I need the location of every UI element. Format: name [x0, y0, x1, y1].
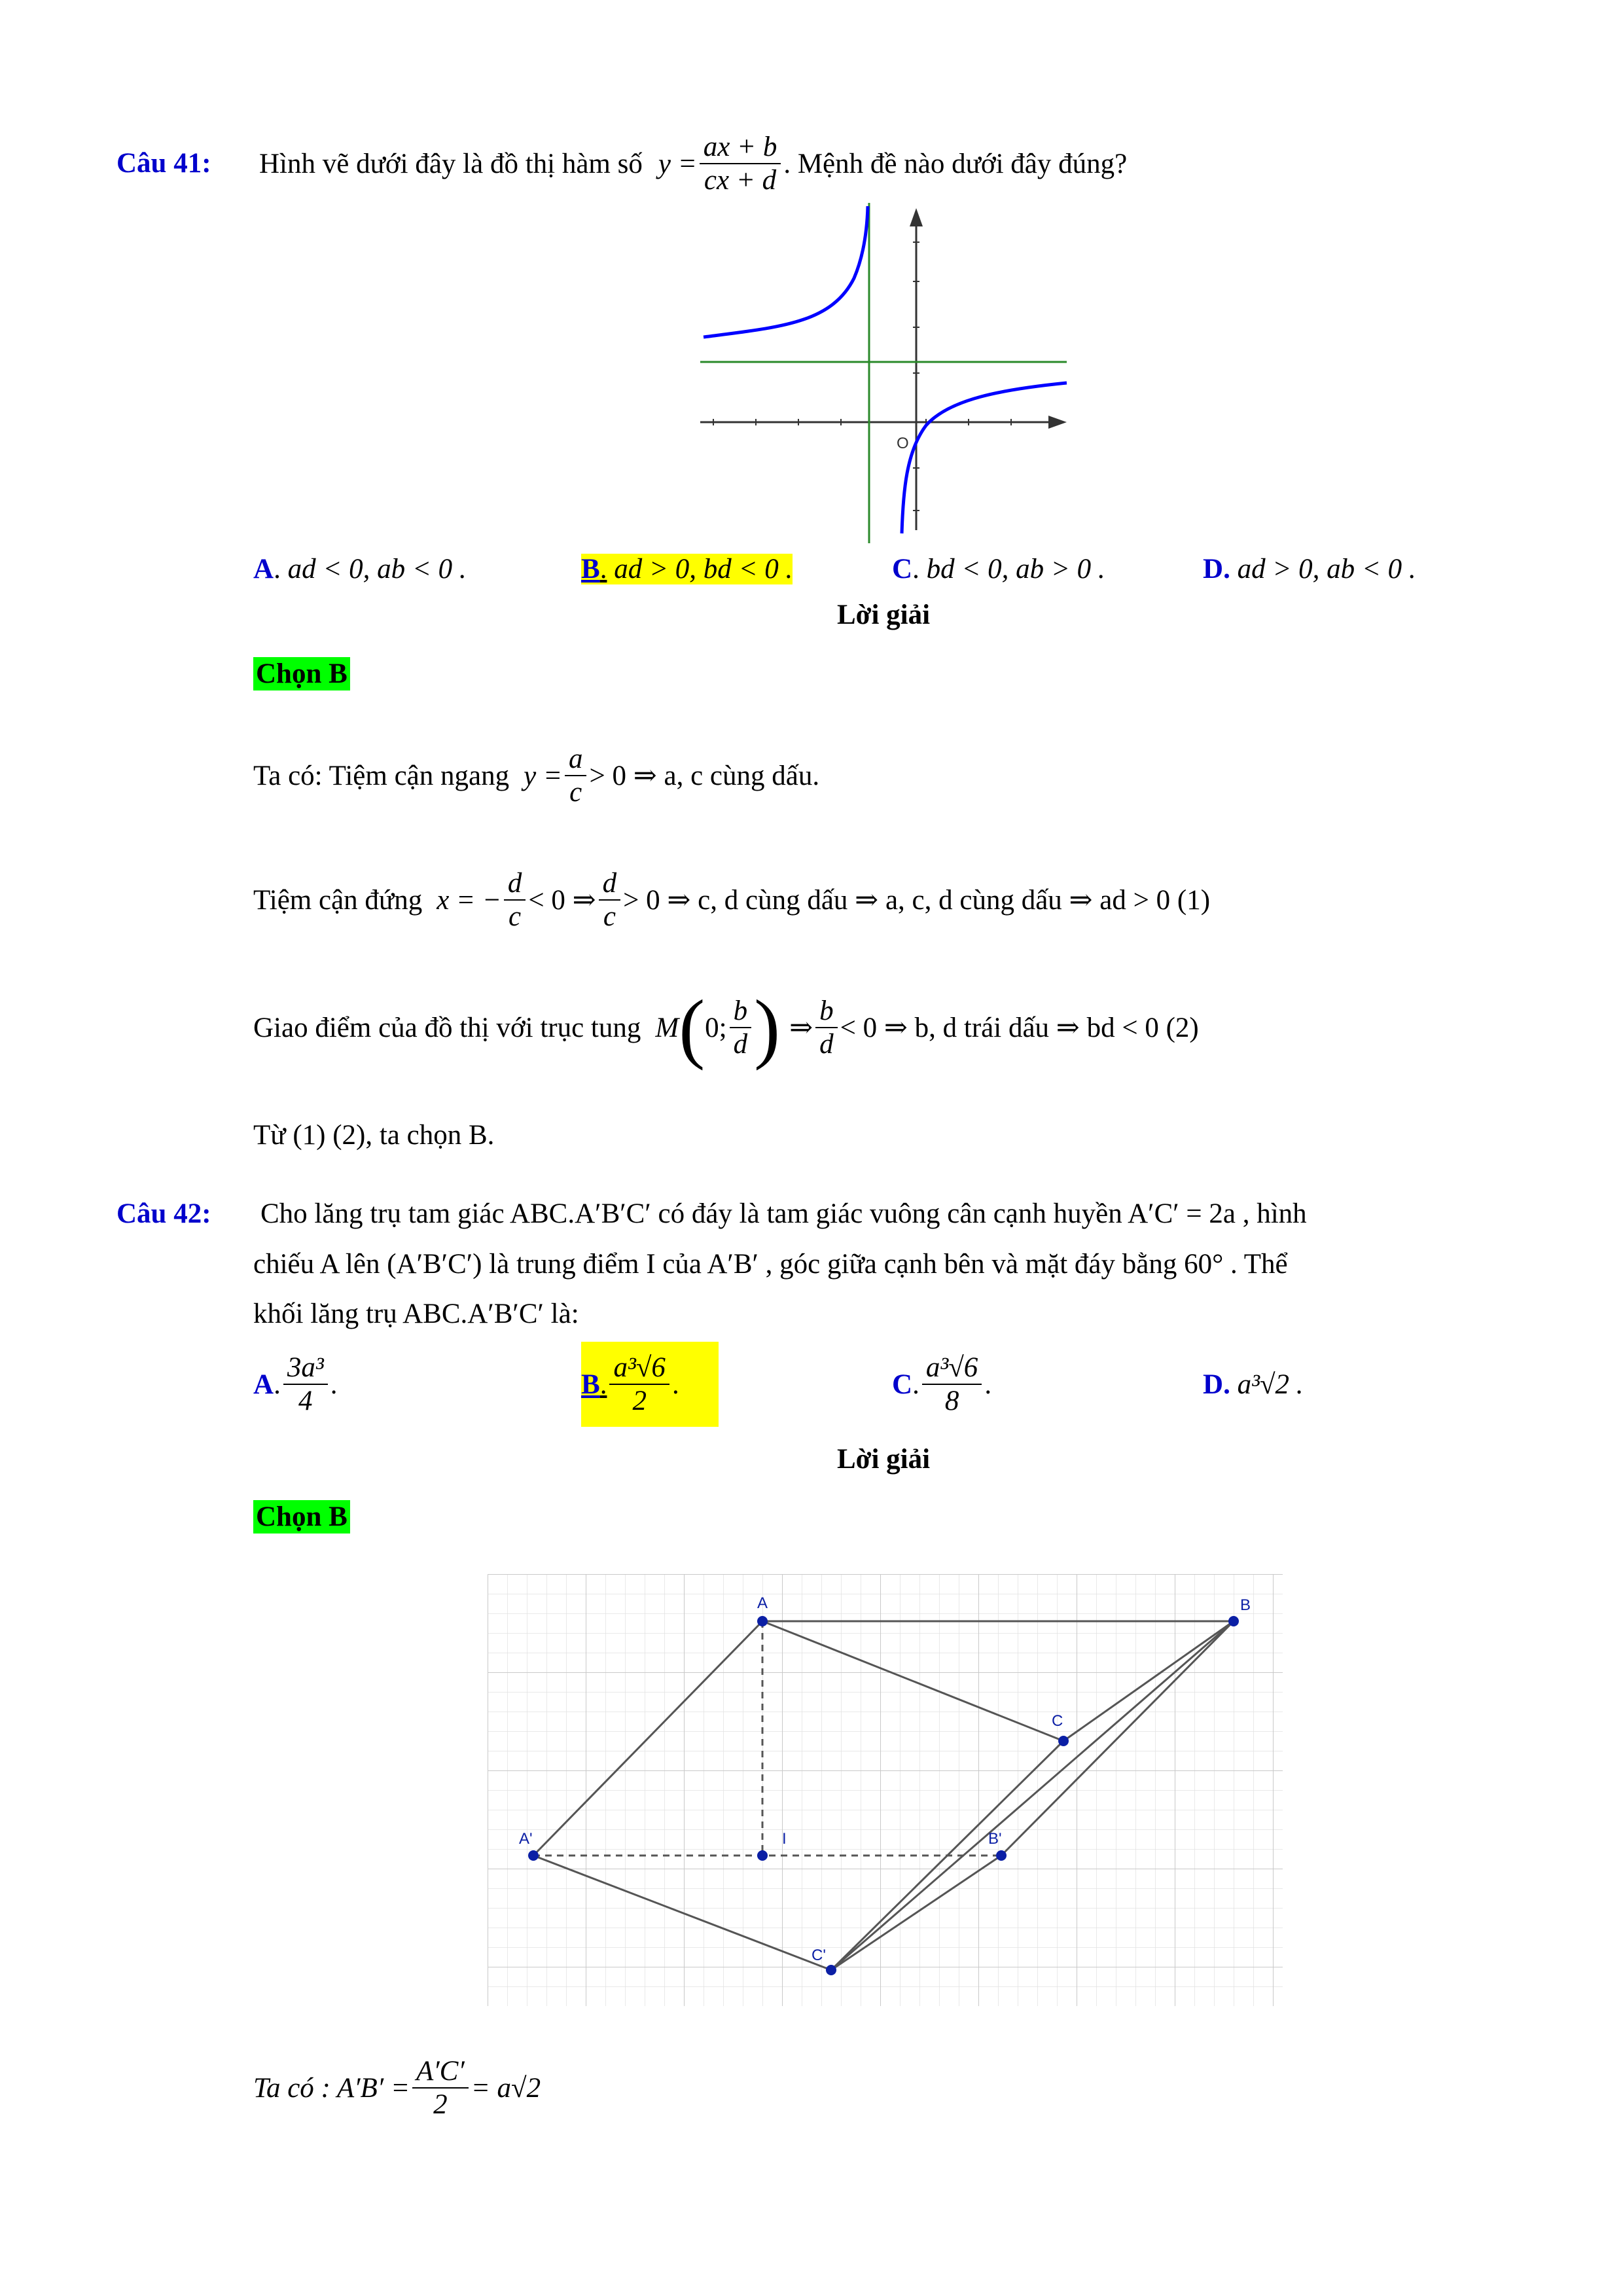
q41-option-c[interactable]: C. bd < 0, ab > 0 . [892, 554, 1105, 584]
q41-sol-line1-den: c [569, 777, 582, 808]
q41-sol-line3-num: b [730, 995, 752, 1028]
q41-sol-line2-frac2 [599, 867, 621, 933]
q41-sol-line3-arrow: ⇒ [789, 1013, 813, 1043]
q42-option-b-den: 2 [632, 1386, 647, 1416]
q42-label-b: B [1240, 1596, 1251, 1614]
q42-grid [488, 1574, 1283, 2006]
q42-point-b1 [996, 1850, 1007, 1861]
q42-option-d-text: a³√2 . [1237, 1369, 1304, 1400]
q41-sol-line3: Giao điểm của đồ thị với trục tung M ( 0; $\frac{b}{d}$ ) ⇒ $\frac{b}{d}$ < 0 ⇒ b, d trái dấu ⇒ bd < 0 (2) [253, 984, 1199, 1071]
q41-func-den: cx + d [704, 165, 777, 196]
q41-y-arrow [910, 208, 923, 226]
q41-solution-title: Lời giải [836, 600, 931, 630]
q41-choose-badge: Chọn B [253, 657, 350, 691]
q41-option-c-text: bd < 0, ab > 0 . [926, 554, 1105, 584]
q42-prism-figure [488, 1574, 1283, 2006]
q41-func-fraction [700, 131, 781, 197]
q41-sol-line3-pre: Giao điểm của đồ thị với trục tung [253, 1012, 641, 1043]
q42-option-b-letter: B [581, 1369, 600, 1400]
q42-point-a [757, 1616, 768, 1626]
q41-option-d[interactable]: D. ad > 0, ab < 0 . [1203, 554, 1416, 584]
q41-sol-line3-frac1 [730, 995, 752, 1061]
q41-sol-line2-mid: < 0 ⇒ [528, 885, 596, 916]
q42-option-c-num: a³√6 [922, 1352, 982, 1385]
q42-point-c1 [826, 1965, 836, 1975]
q41-option-a-text: ad < 0, ab < 0 . [287, 554, 467, 584]
q42-point-b [1228, 1616, 1239, 1626]
q41-origin-label: O [897, 435, 909, 452]
q41-sol-line1-num: a [565, 743, 587, 776]
q41-sol-line1-frac [565, 743, 587, 809]
q41-sol-line2-x: x = − [437, 884, 501, 916]
q41-sol-line2-num2: d [599, 867, 621, 901]
q42-label-a: A [757, 1594, 768, 1612]
q41-sol-line2-frac1 [504, 867, 526, 933]
q41-label: Câu 41: [116, 148, 211, 179]
q41-option-d-text: ad > 0, ab < 0 . [1237, 554, 1416, 584]
q41-stem [259, 121, 1127, 206]
q41-sol-line3-den: d [733, 1029, 748, 1060]
q42-option-c-den: 8 [944, 1386, 959, 1416]
q42-option-d-letter: D [1203, 1369, 1224, 1400]
q42-label-b1: B' [988, 1830, 1002, 1848]
q41-sol-line1 [253, 733, 819, 818]
q42-label-c: C [1052, 1712, 1063, 1730]
q42-point-c [1058, 1736, 1069, 1746]
q41-option-d-letter: D [1203, 554, 1224, 584]
q41-sol-line3-den2: d [819, 1029, 834, 1060]
q42-option-b-num: a³√6 [609, 1352, 669, 1385]
q41-text-after: . Mệnh đề nào dưới đây đúng? [783, 148, 1128, 179]
q41-sol-line1-pre: Ta có: Tiệm cận ngang [253, 760, 510, 791]
q41-x-arrow [1048, 416, 1067, 429]
q42-option-b-frac [609, 1352, 669, 1418]
q42-point-a1 [528, 1850, 539, 1861]
q42-solution-title: Lời giải [836, 1444, 931, 1475]
q41-sol-line3-frac2 [815, 995, 838, 1061]
q42-option-a-den: 4 [298, 1386, 313, 1416]
q42-final-den: 2 [433, 2089, 448, 2120]
q41-option-b-text: ad > 0, bd < 0 . [614, 554, 793, 584]
q42-option-a[interactable]: A . $\frac{\text{3a³}}{4}$ . [253, 1352, 338, 1416]
q42-final-num: A′C′ [412, 2055, 469, 2089]
q41-sol-line2-num: d [504, 867, 526, 901]
q42-final-line [253, 2042, 541, 2134]
q42-line2: chiếu A lên (A′B′C′) là trung điểm I của A′B′ , góc giữa cạnh bên và mặt đáy bằng 60° . Thể [253, 1249, 1288, 1280]
q41-sol-line3-zero: 0; [705, 1012, 727, 1043]
q42-choose-badge: Chọn B [253, 1500, 350, 1534]
q41-option-a-letter: A [253, 554, 274, 584]
q42-option-a-letter: A [253, 1369, 274, 1400]
q42-option-c-letter: C [892, 1369, 913, 1400]
q41-choose [253, 655, 350, 694]
q41-sol-line1-post: > 0 ⇒ a, c cùng dấu. [589, 761, 820, 791]
q41-sol-line3-post: < 0 ⇒ b, d trái dấu ⇒ bd < 0 (2) [840, 1013, 1199, 1043]
q42-choose [253, 1498, 350, 1537]
q41-sol-line3-m: M [655, 1012, 679, 1043]
q41-option-b-letter: B [581, 554, 600, 584]
q42-option-b[interactable]: B . $\frac{\text{a³√6}}{2}$ . [581, 1342, 719, 1427]
q41-sol-line1-y: y = [524, 760, 562, 791]
q41-sol-line2-post: > 0 ⇒ c, d cùng dấu ⇒ a, c, d cùng dấu ⇒ ad > 0 (1) [623, 885, 1211, 916]
q41-curve-right [902, 383, 1067, 533]
q41-text-before: Hình vẽ dưới đây là đồ thị hàm số [259, 148, 643, 179]
q42-final-pre: Ta có : A′B′ = [253, 2072, 410, 2104]
q42-point-i [757, 1850, 768, 1861]
q42-label: Câu 42: [116, 1198, 211, 1229]
q41-sol-line2 [253, 857, 1210, 942]
q41-option-a[interactable]: A. ad < 0, ab < 0 . [253, 554, 467, 584]
q42-line1: Cho lăng trụ tam giác ABC.A′B′C′ có đáy là tam giác vuông cân cạnh huyền A′C′ = 2a , hình [260, 1198, 1307, 1229]
q42-option-a-num: 3a³ [283, 1352, 328, 1385]
q41-option-b[interactable]: B. ad > 0, bd < 0 . [581, 554, 793, 584]
q42-option-d[interactable]: D . a³√2 . [1203, 1369, 1304, 1400]
q41-sol-line2-den: c [508, 901, 522, 932]
q41-curve-left [704, 206, 868, 337]
q42-label-c1: C' [812, 1946, 826, 1964]
q42-option-c-frac [922, 1352, 982, 1418]
q41-sol-line2-den2: c [603, 901, 616, 932]
q42-header [116, 1194, 211, 1234]
q41-header [116, 131, 211, 196]
q42-option-c[interactable]: C . $\frac{\text{a³√6}}{8}$ . [892, 1352, 992, 1416]
q42-option-a-frac [283, 1352, 328, 1418]
q41-sol-line2-pre: Tiệm cận đứng [253, 884, 423, 916]
q42-label-i: I [782, 1830, 787, 1848]
q42-final-post: = a√2 [471, 2072, 541, 2104]
q41-sol-line3-num2: b [815, 995, 838, 1028]
q41-option-c-letter: C [892, 554, 913, 584]
q42-final-frac [412, 2055, 469, 2121]
q41-func-num: ax + b [700, 131, 781, 164]
q42-label-a1: A' [519, 1830, 533, 1848]
q41-graph [700, 203, 1073, 543]
q42-line3: khối lăng trụ ABC.A′B′C′ là: [253, 1299, 579, 1329]
q41-sol-line4: Từ (1) (2), ta chọn B. [253, 1120, 495, 1151]
q41-func-y: y = [658, 148, 697, 179]
